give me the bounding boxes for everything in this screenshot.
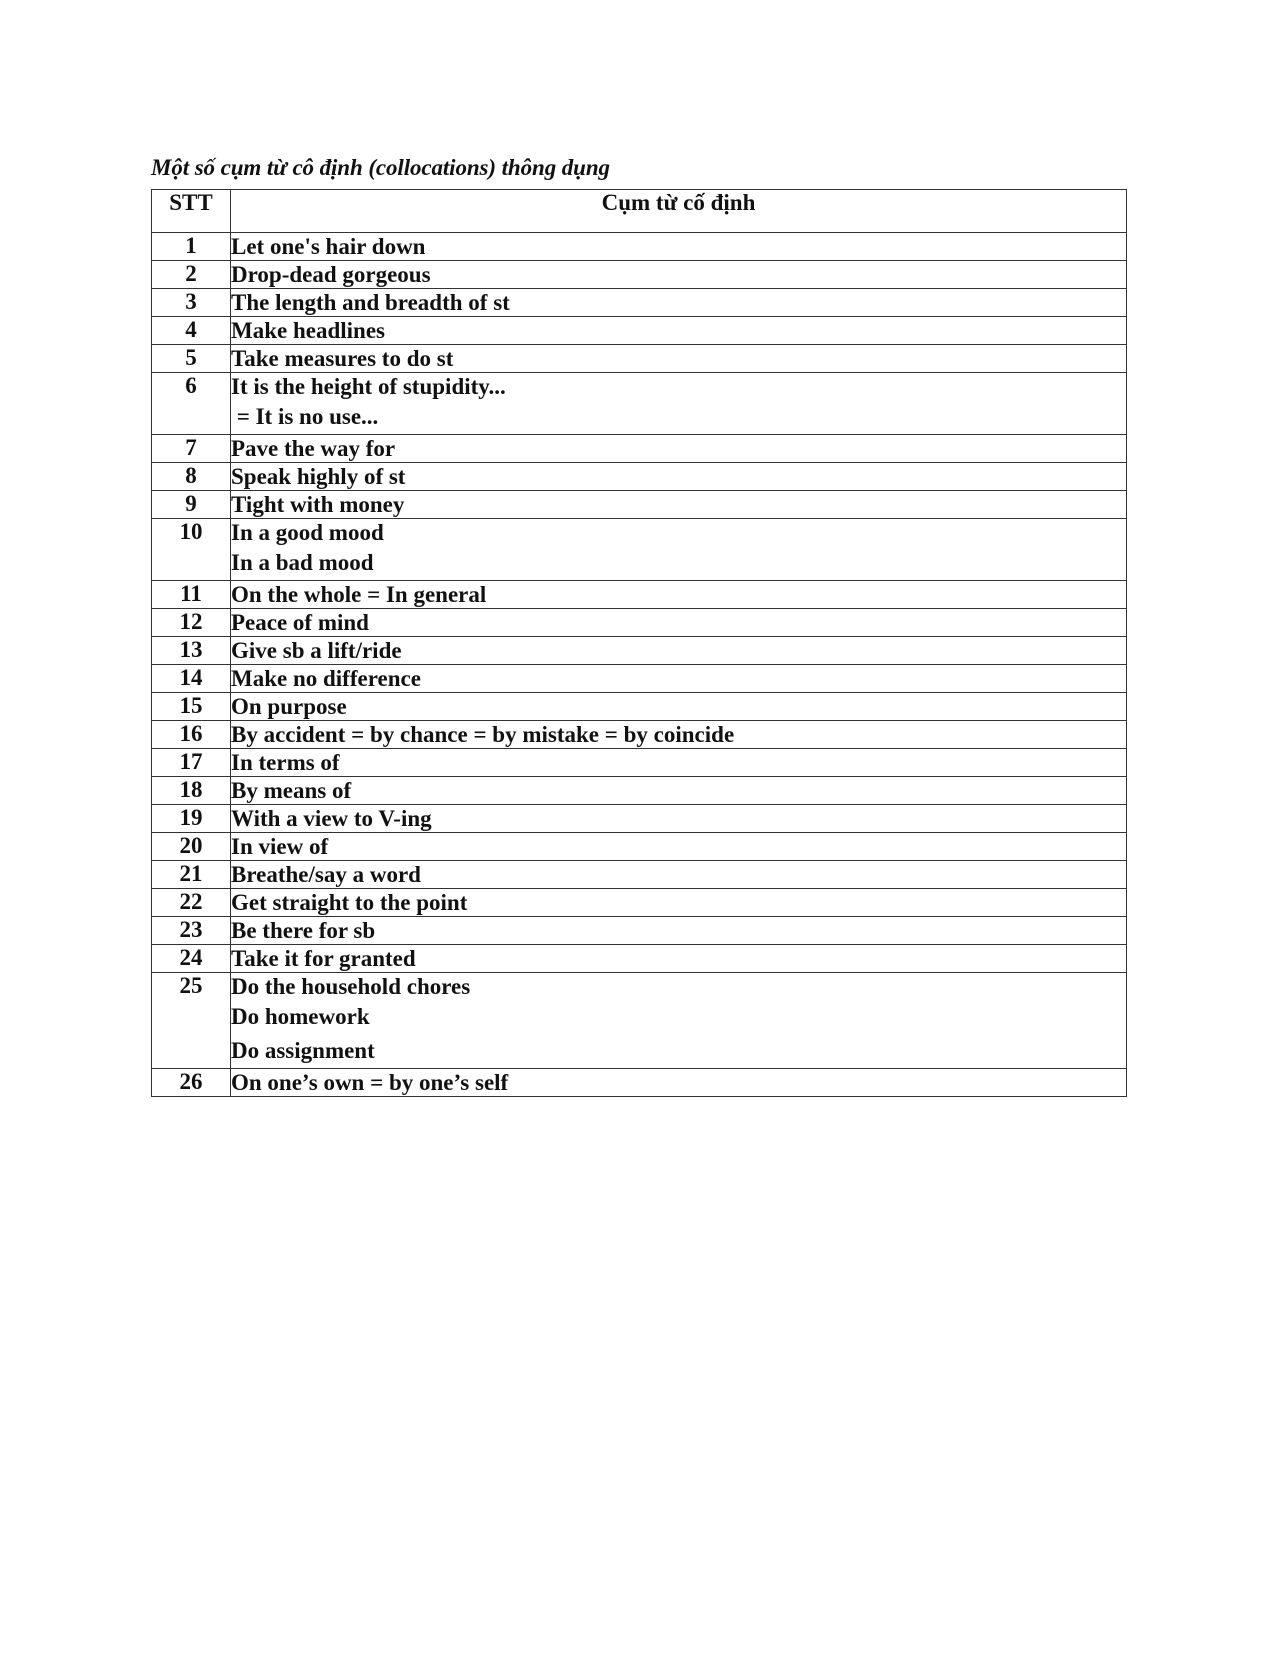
header-stt: STT xyxy=(152,190,231,233)
table-row xyxy=(152,777,1127,805)
collocation-text: It is the height of stupidity... xyxy=(231,374,506,399)
table-row xyxy=(152,519,1127,581)
row-number: 12 xyxy=(152,609,231,637)
collocation-text: The length and breadth of st xyxy=(231,290,510,315)
collocation-text: On the whole = In general xyxy=(231,582,487,607)
collocation-text: Drop-dead gorgeous xyxy=(231,262,431,287)
collocation-text: Do assignment xyxy=(231,1038,375,1063)
collocation-text: Do the household chores xyxy=(231,974,471,999)
collocation-text: With a view to V-ing xyxy=(231,806,432,831)
row-number: 20 xyxy=(152,833,231,861)
row-number: 5 xyxy=(152,345,231,373)
table-row xyxy=(152,749,1127,777)
collocation-text: Get straight to the point xyxy=(231,890,468,915)
row-number: 17 xyxy=(152,749,231,777)
row-number: 7 xyxy=(152,435,231,463)
row-number: 6 xyxy=(152,373,231,435)
collocation-cell xyxy=(231,777,1127,805)
table-row xyxy=(152,861,1127,889)
collocation-cell xyxy=(231,463,1127,491)
table-row xyxy=(152,805,1127,833)
row-number: 19 xyxy=(152,805,231,833)
collocation-text: In terms of xyxy=(231,750,340,775)
collocation-cell xyxy=(231,861,1127,889)
table-row xyxy=(152,317,1127,345)
collocation-cell xyxy=(231,917,1127,945)
collocation-text: Pave the way for xyxy=(231,436,396,461)
collocation-text: Speak highly of st xyxy=(231,464,406,489)
table-row xyxy=(152,917,1127,945)
table-row xyxy=(152,665,1127,693)
table-row xyxy=(152,345,1127,373)
table-row xyxy=(152,721,1127,749)
collocation-cell xyxy=(231,345,1127,373)
table-row xyxy=(152,945,1127,973)
collocation-cell xyxy=(231,581,1127,609)
row-number: 2 xyxy=(152,261,231,289)
row-number: 9 xyxy=(152,491,231,519)
collocation-cell xyxy=(231,973,1127,1069)
collocation-text: Give sb a lift/ride xyxy=(231,638,402,663)
collocation-cell xyxy=(231,491,1127,519)
collocation-cell xyxy=(231,435,1127,463)
collocation-cell xyxy=(231,261,1127,289)
collocation-text: By means of xyxy=(231,778,352,803)
collocation-text: In a good mood xyxy=(231,520,384,545)
collocation-text: On one’s own = by one’s self xyxy=(231,1070,509,1095)
collocation-cell xyxy=(231,289,1127,317)
row-number: 14 xyxy=(152,665,231,693)
row-number: 24 xyxy=(152,945,231,973)
table-row xyxy=(152,889,1127,917)
document-title: Một số cụm từ cô định (collocations) thông dụng xyxy=(151,155,610,180)
table-row xyxy=(152,373,1127,435)
row-number: 4 xyxy=(152,317,231,345)
row-number: 10 xyxy=(152,519,231,581)
header-phrase: Cụm từ cố định xyxy=(231,190,1127,233)
row-number: 11 xyxy=(152,581,231,609)
collocation-cell xyxy=(231,749,1127,777)
collocation-text: In view of xyxy=(231,834,329,859)
table-row xyxy=(152,581,1127,609)
row-number: 18 xyxy=(152,777,231,805)
row-number: 15 xyxy=(152,693,231,721)
collocation-cell xyxy=(231,833,1127,861)
collocation-cell xyxy=(231,721,1127,749)
table-row xyxy=(152,1069,1127,1097)
table-row xyxy=(152,233,1127,261)
collocation-cell xyxy=(231,519,1127,581)
collocation-text: In a bad mood xyxy=(231,550,374,575)
table-row xyxy=(152,435,1127,463)
row-number: 16 xyxy=(152,721,231,749)
collocation-text: Make headlines xyxy=(231,318,385,343)
table-header-row xyxy=(152,190,1127,233)
collocation-cell xyxy=(231,945,1127,973)
collocation-cell xyxy=(231,889,1127,917)
table-row xyxy=(152,637,1127,665)
table-row xyxy=(152,833,1127,861)
table-row xyxy=(152,973,1127,1069)
row-number: 22 xyxy=(152,889,231,917)
collocation-text: Take measures to do st xyxy=(231,346,454,371)
row-number: 21 xyxy=(152,861,231,889)
table-row xyxy=(152,491,1127,519)
table-row xyxy=(152,261,1127,289)
collocation-cell xyxy=(231,233,1127,261)
row-number: 13 xyxy=(152,637,231,665)
row-number: 26 xyxy=(152,1069,231,1097)
row-number: 25 xyxy=(152,973,231,1069)
row-number: 8 xyxy=(152,463,231,491)
collocation-text: On purpose xyxy=(231,694,347,719)
row-number: 23 xyxy=(152,917,231,945)
table-row xyxy=(152,289,1127,317)
table-row xyxy=(152,609,1127,637)
collocation-cell xyxy=(231,1069,1127,1097)
collocation-cell xyxy=(231,693,1127,721)
collocation-text: = It is no use... xyxy=(231,404,379,429)
collocation-text: Be there for sb xyxy=(231,918,376,943)
collocations-table xyxy=(151,189,1127,1097)
collocation-cell xyxy=(231,609,1127,637)
collocation-text: Breathe/say a word xyxy=(231,862,421,887)
collocation-text: Tight with money xyxy=(231,492,405,517)
collocation-cell xyxy=(231,665,1127,693)
collocation-text: Make no difference xyxy=(231,666,421,691)
collocation-cell xyxy=(231,637,1127,665)
collocation-cell xyxy=(231,373,1127,435)
row-number: 1 xyxy=(152,233,231,261)
table-row xyxy=(152,693,1127,721)
collocation-text: By accident = by chance = by mistake = by coincide xyxy=(231,722,735,747)
collocation-text: Let one's hair down xyxy=(231,234,426,259)
collocation-cell xyxy=(231,317,1127,345)
row-number: 3 xyxy=(152,289,231,317)
table-row xyxy=(152,463,1127,491)
collocation-cell xyxy=(231,805,1127,833)
collocation-text: Do homework xyxy=(231,1004,370,1029)
collocation-text: Peace of mind xyxy=(231,610,369,635)
collocation-text: Take it for granted xyxy=(231,946,416,971)
